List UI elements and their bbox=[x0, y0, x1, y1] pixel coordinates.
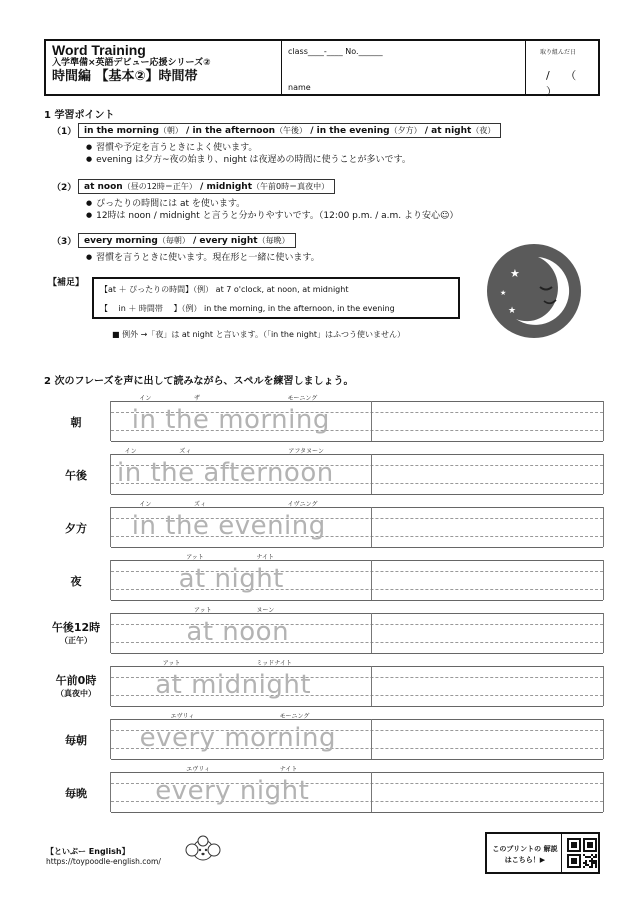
series-name: 入学準備×英語デビュー応援シリーズ② bbox=[52, 58, 211, 68]
worksheet-header bbox=[44, 39, 600, 96]
svg-text:★: ★ bbox=[510, 267, 520, 280]
point-bullet: ● evening は夕方~夜の始まり、night は夜遅めの時間に使うことが多いです。 bbox=[86, 152, 411, 165]
title-block bbox=[46, 41, 282, 94]
practice-label bbox=[44, 619, 108, 646]
phrase-text: / at night bbox=[421, 126, 472, 136]
class-block bbox=[282, 41, 526, 94]
column-divider bbox=[371, 560, 372, 600]
phrase-meaning: （夜） bbox=[471, 126, 496, 135]
phrase-text: / every night bbox=[189, 236, 258, 246]
tracing-phrase: at midnight bbox=[155, 670, 312, 700]
guide-line bbox=[111, 507, 603, 508]
practice-row bbox=[44, 607, 604, 653]
practice-label bbox=[44, 414, 108, 430]
svg-text:★: ★ bbox=[508, 306, 517, 316]
qr-divider bbox=[561, 834, 562, 872]
practice-label bbox=[44, 573, 108, 589]
column-divider bbox=[371, 507, 372, 547]
column-divider bbox=[371, 666, 372, 706]
katakana-reading: ザ bbox=[194, 395, 201, 402]
brand-url[interactable]: https://toypoodle-english.com/ bbox=[46, 857, 161, 866]
practice-label-sub: （真夜中） bbox=[56, 689, 96, 698]
practice-label bbox=[44, 785, 108, 801]
brand-name: 【といぷー English】 bbox=[46, 847, 130, 856]
katakana-reading: エヴリィ bbox=[186, 766, 210, 773]
writing-lines[interactable] bbox=[110, 501, 604, 547]
phrase-text: / in the afternoon bbox=[182, 126, 276, 136]
point-phrase-box bbox=[78, 233, 296, 248]
explanation-qr-box[interactable] bbox=[485, 832, 600, 874]
guide-line bbox=[111, 706, 603, 707]
practice-label-sub: （正午） bbox=[60, 636, 92, 645]
phrase-meaning: （夕方） bbox=[389, 126, 422, 135]
practice-label bbox=[44, 732, 108, 748]
katakana-reading: ミッドナイト bbox=[256, 660, 292, 667]
guide-line bbox=[111, 759, 603, 760]
practice-label bbox=[44, 672, 108, 699]
writing-lines[interactable] bbox=[110, 607, 604, 653]
practice-label-text: 朝 bbox=[70, 416, 82, 429]
date-block bbox=[526, 41, 598, 98]
guide-line bbox=[111, 600, 603, 601]
phrase-text: every morning bbox=[84, 236, 158, 246]
poodle-icon bbox=[182, 833, 224, 867]
katakana-reading: ナイト bbox=[279, 766, 298, 773]
katakana-reading: アフタヌーン bbox=[288, 448, 324, 455]
katakana-reading: モーニング bbox=[287, 395, 318, 402]
point-bullet: ● 12時は noon / midnight と言うと分かりやすいです。（12:00 p.m. / a.m. より安心☺） bbox=[86, 208, 458, 221]
guide-line bbox=[111, 624, 603, 625]
section2-title: 2 次のフレーズを声に出して読みながら、スペルを練習しましょう。 bbox=[44, 376, 354, 387]
column-divider bbox=[371, 719, 372, 759]
writing-lines[interactable] bbox=[110, 713, 604, 759]
phrase-meaning: （午前0時＝真夜中） bbox=[252, 182, 330, 191]
practice-label-text: 夕方 bbox=[65, 522, 87, 535]
column-divider bbox=[371, 401, 372, 441]
katakana-reading: ズィ bbox=[194, 501, 207, 508]
practice-label-text: 夜 bbox=[70, 575, 82, 588]
guide-line bbox=[111, 613, 603, 614]
writing-lines[interactable] bbox=[110, 766, 604, 812]
supplement-row-in: 【 in ＋ 時間帯 】（例） in the morning, in the afternoon, in the evening bbox=[100, 304, 395, 313]
svg-text:★: ★ bbox=[500, 289, 507, 297]
guide-line bbox=[111, 547, 603, 548]
practice-label bbox=[44, 520, 108, 536]
guide-line bbox=[111, 812, 603, 813]
practice-row bbox=[44, 660, 604, 706]
guide-line bbox=[111, 494, 603, 495]
practice-row bbox=[44, 395, 604, 441]
phrase-text: / midnight bbox=[196, 182, 252, 192]
phrase-meaning: （朝） bbox=[158, 126, 183, 135]
practice-label-text: 午前0時 bbox=[55, 674, 97, 687]
point-bullet: ● ぴったりの時間には at を使います。 bbox=[86, 196, 245, 209]
katakana-reading: イン bbox=[139, 395, 152, 402]
practice-label-text: 毎朝 bbox=[65, 734, 87, 747]
practice-label bbox=[44, 467, 108, 483]
katakana-reading: アット bbox=[162, 660, 181, 667]
practice-row bbox=[44, 766, 604, 812]
katakana-reading: ヌーン bbox=[256, 607, 275, 614]
phrase-text: in the morning bbox=[84, 126, 159, 136]
tracing-phrase: at noon bbox=[186, 617, 290, 647]
tracing-phrase: in the morning bbox=[131, 405, 330, 435]
worksheet-subtitle: 時間編 【基本②】時間帯 bbox=[52, 69, 198, 84]
guide-line bbox=[111, 772, 603, 773]
practice-label-text: 午後 bbox=[65, 469, 87, 482]
katakana-reading: エヴリィ bbox=[170, 713, 195, 720]
phrase-meaning: （昼の12時＝正午） bbox=[122, 182, 197, 191]
katakana-reading: ズィ bbox=[179, 448, 192, 455]
katakana-reading: ナイト bbox=[256, 554, 274, 561]
katakana-reading: モーニング bbox=[279, 713, 310, 720]
writing-lines[interactable] bbox=[110, 448, 604, 494]
practice-row bbox=[44, 554, 604, 600]
writing-lines[interactable] bbox=[110, 554, 604, 600]
practice-label-text: 午後12時 bbox=[51, 621, 101, 634]
practice-label-text: 毎晩 bbox=[65, 787, 87, 800]
katakana-reading: アット bbox=[194, 607, 212, 614]
writing-lines[interactable] bbox=[110, 660, 604, 706]
phrase-text: at noon bbox=[84, 182, 123, 192]
column-divider bbox=[371, 454, 372, 494]
tracing-phrase: in the afternoon bbox=[117, 458, 334, 488]
phrase-meaning: （毎朝） bbox=[157, 236, 190, 245]
name-field[interactable]: name bbox=[288, 83, 311, 92]
katakana-reading: イヴニング bbox=[287, 501, 318, 508]
tracing-phrase: at night bbox=[178, 564, 284, 594]
guide-line bbox=[111, 666, 603, 667]
practice-row bbox=[44, 448, 604, 494]
phrase-meaning: （午後） bbox=[275, 126, 308, 135]
column-divider bbox=[371, 772, 372, 812]
tracing-phrase: every morning bbox=[139, 723, 336, 753]
qr-code-icon[interactable] bbox=[567, 838, 597, 868]
katakana-reading: イン bbox=[124, 448, 137, 455]
tracing-phrase: every night bbox=[155, 776, 310, 806]
class-field[interactable]: class____-____ No.______ bbox=[288, 47, 383, 56]
section1-title: 1 学習ポイント bbox=[44, 110, 115, 121]
worksheet-title: Word Training bbox=[52, 42, 146, 58]
guide-line bbox=[111, 642, 603, 643]
crescent-moon-icon bbox=[486, 243, 582, 339]
writing-lines[interactable] bbox=[110, 395, 604, 441]
date-field[interactable]: / （ ） bbox=[546, 69, 583, 98]
date-label: 取り組んだ日 bbox=[540, 49, 577, 56]
guide-line bbox=[111, 560, 603, 561]
phrase-meaning: （毎晩） bbox=[257, 236, 290, 245]
point-phrase-box bbox=[78, 179, 335, 194]
qr-caption: このプリントの 解説はこちら！▶ bbox=[492, 845, 558, 864]
tracing-phrase: in the evening bbox=[131, 511, 326, 541]
guide-line bbox=[111, 441, 603, 442]
supplement-label: 【補足】 bbox=[48, 278, 85, 288]
point-phrase-box bbox=[78, 123, 501, 138]
practice-row bbox=[44, 713, 604, 759]
phrase-text: / in the evening bbox=[307, 126, 390, 136]
supplement-box bbox=[92, 277, 460, 319]
point-bullet: ● 習慣を言うときに使います。現在形と一緒に使います。 bbox=[86, 250, 320, 263]
supplement-row-at: 【at ＋ ぴったりの時間】（例） at 7 o'clock, at noon, at midnight bbox=[100, 285, 349, 294]
exception-note: ■ 例外 →「夜」は at night と言います。（「in the night」はふつう使いません） bbox=[112, 330, 406, 339]
guide-line bbox=[111, 401, 603, 402]
katakana-reading: イン bbox=[139, 501, 152, 508]
guide-line bbox=[111, 653, 603, 654]
katakana-reading: アット bbox=[186, 554, 204, 561]
practice-row bbox=[44, 501, 604, 547]
column-divider bbox=[371, 613, 372, 653]
point-bullet: ● 習慣や予定を言うときによく使います。 bbox=[86, 140, 257, 153]
